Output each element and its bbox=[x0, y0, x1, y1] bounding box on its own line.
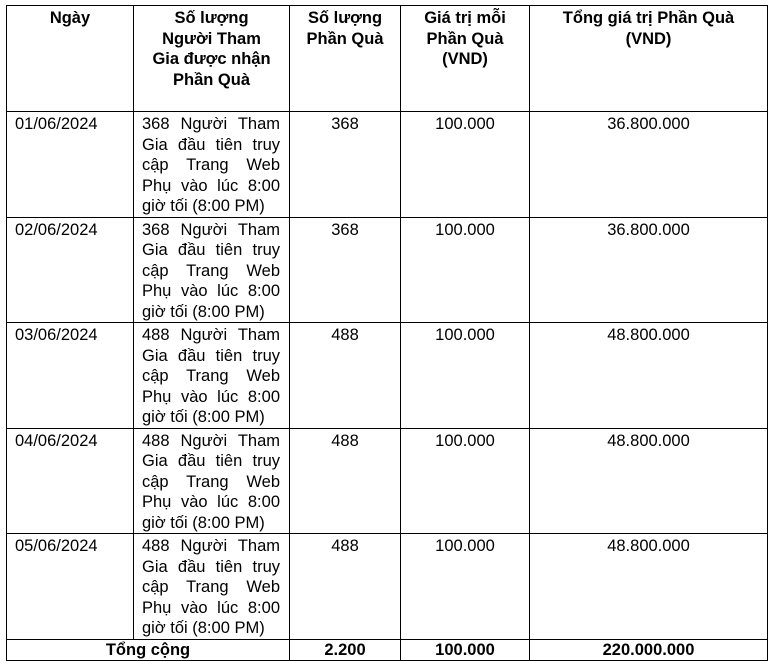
prize-table bbox=[6, 5, 768, 661]
prize-count-cell: 488 bbox=[290, 428, 401, 534]
date-cell: 02/06/2024 bbox=[7, 217, 134, 323]
prize-count-cell: 368 bbox=[290, 217, 401, 323]
prize-count-cell: 488 bbox=[290, 323, 401, 429]
total-value-cell: 48.800.000 bbox=[530, 428, 768, 534]
table-row bbox=[7, 323, 768, 429]
participants-cell: 488 Người Tham Gia đầu tiên truy cập Trang Web Phụ vào lúc 8:00 giờ tối (8:00 PM) bbox=[134, 534, 290, 640]
date-cell: 01/06/2024 bbox=[7, 112, 134, 218]
prize-value-cell: 100.000 bbox=[401, 428, 530, 534]
header-prize-count: Số lượng Phần Quà bbox=[290, 6, 401, 112]
total-value-cell: 48.800.000 bbox=[530, 534, 768, 640]
prize-value-cell: 100.000 bbox=[401, 112, 530, 218]
total-prize-value: 100.000 bbox=[401, 639, 530, 661]
table-row bbox=[7, 217, 768, 323]
header-total-value: Tổng giá trị Phần Quà (VND) bbox=[530, 6, 768, 112]
table-row bbox=[7, 534, 768, 640]
date-cell: 03/06/2024 bbox=[7, 323, 134, 429]
table-header-row bbox=[7, 6, 768, 112]
date-cell: 04/06/2024 bbox=[7, 428, 134, 534]
total-prize-count: 2.200 bbox=[290, 639, 401, 661]
participants-cell: 368 Người Tham Gia đầu tiên truy cập Trang Web Phụ vào lúc 8:00 giờ tối (8:00 PM) bbox=[134, 112, 290, 218]
prize-count-cell: 368 bbox=[290, 112, 401, 218]
prize-value-cell: 100.000 bbox=[401, 323, 530, 429]
participants-cell: 488 Người Tham Gia đầu tiên truy cập Trang Web Phụ vào lúc 8:00 giờ tối (8:00 PM) bbox=[134, 323, 290, 429]
participants-cell: 488 Người Tham Gia đầu tiên truy cập Trang Web Phụ vào lúc 8:00 giờ tối (8:00 PM) bbox=[134, 428, 290, 534]
header-date: Ngày bbox=[7, 6, 134, 112]
participants-cell: 368 Người Tham Gia đầu tiên truy cập Trang Web Phụ vào lúc 8:00 giờ tối (8:00 PM) bbox=[134, 217, 290, 323]
total-row bbox=[7, 639, 768, 661]
total-value-cell: 48.800.000 bbox=[530, 323, 768, 429]
total-total-value: 220.000.000 bbox=[530, 639, 768, 661]
header-participants: Số lượng Người Tham Gia được nhận Phần Quà bbox=[134, 6, 290, 112]
total-value-cell: 36.800.000 bbox=[530, 217, 768, 323]
prize-value-cell: 100.000 bbox=[401, 217, 530, 323]
table-row bbox=[7, 112, 768, 218]
total-value-cell: 36.800.000 bbox=[530, 112, 768, 218]
prize-value-cell: 100.000 bbox=[401, 534, 530, 640]
table-row bbox=[7, 428, 768, 534]
header-prize-value: Giá trị mỗi Phần Quà (VND) bbox=[401, 6, 530, 112]
total-label: Tổng cộng bbox=[7, 639, 290, 661]
date-cell: 05/06/2024 bbox=[7, 534, 134, 640]
prize-count-cell: 488 bbox=[290, 534, 401, 640]
